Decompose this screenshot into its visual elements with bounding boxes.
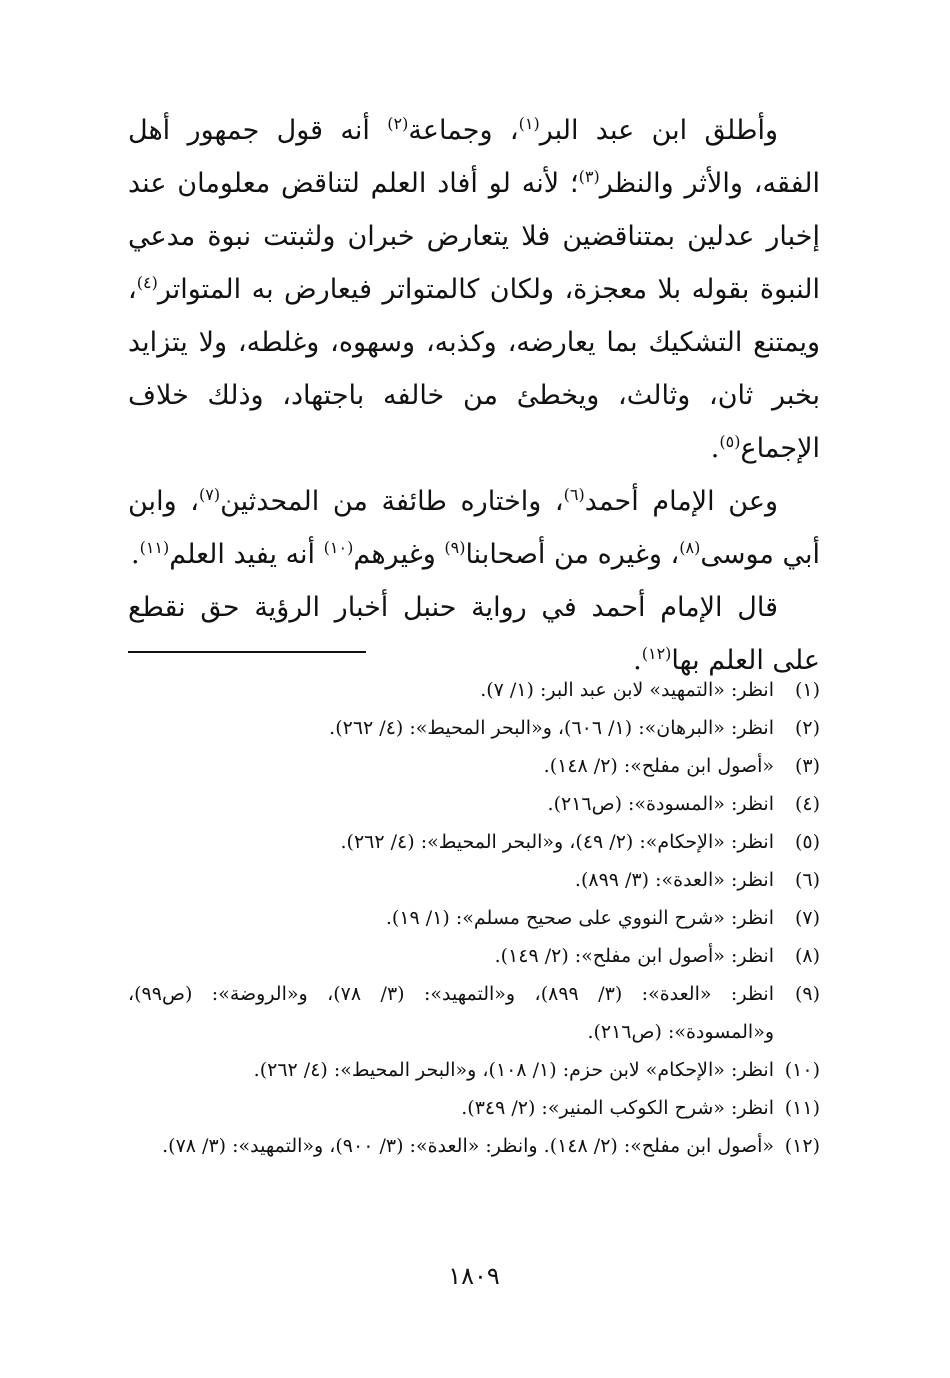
footnote (128, 671, 820, 709)
text-run: أنه قول جمهور أهل الفقه، والأثر والنظر (128, 115, 820, 199)
footnote-text: انظر: «شرح الكوكب المنير»: (٢/ ٣٤٩). (461, 1097, 774, 1119)
footnote-ref: (٣) (578, 167, 600, 186)
footnote-text: انظر: «شرح النووي على صحيح مسلم»: (١/ ١٩). (385, 907, 774, 929)
text-run: ، وابن أبي موسى (128, 486, 820, 570)
footnote-number: (٦) (794, 869, 820, 891)
text-run: ، واختاره طائفة من المحدثين (220, 486, 564, 517)
footnote-ref: (٨) (679, 538, 701, 557)
footnote (128, 747, 820, 785)
footnote (128, 1127, 820, 1165)
footnote-ref: (١) (518, 114, 540, 133)
footnote-text: انظر: «المسودة»: (ص٢١٦). (547, 793, 774, 815)
footnote (128, 823, 820, 861)
footnote-number: (١) (794, 679, 820, 701)
paragraph (128, 475, 820, 581)
footnote-ref: (٩) (444, 538, 466, 557)
footnote-text: انظر: «الإحكام» لابن حزم: (١/ ١٠٨)، و«البحر المحيط»: (٤/ ٢٦٢). (253, 1059, 774, 1081)
footnote-text: انظر: «البرهان»: (١/ ٦٠٦)، و«البحر المحيط»: (٤/ ٢٦٢). (329, 717, 774, 739)
main-text (128, 104, 820, 687)
footnote (128, 975, 820, 1051)
footnote-ref: (١١) (139, 538, 170, 557)
footnote (128, 1089, 820, 1127)
text-run: . (633, 645, 642, 676)
footnote-number: (٥) (794, 831, 820, 853)
footnote-number: (٤) (794, 793, 820, 815)
footnote-ref: (٦) (563, 485, 585, 504)
footnote-number: (٣) (794, 755, 820, 777)
text-run: . (710, 433, 720, 464)
footnote-ref: (١٢) (641, 644, 672, 663)
footnote-number: (١٠) (784, 1059, 820, 1081)
text-run: ؛ لأنه لو أفاد العلم لتناقض معلومان عند إخبار عدلين بمتناقضين فلا يتعارض خبران ولثبتت نبوة مدعي النبوة بقوله بلا معجزة، ولكان كالمتواتر فيعارض به المتواتر (128, 168, 820, 305)
footnote-number: (٨) (794, 945, 820, 967)
text-run: وغيرهم (353, 539, 445, 570)
footnote-ref: (٥) (719, 432, 741, 451)
footnotes-list (128, 671, 820, 1165)
paragraph (128, 104, 820, 475)
footnote-text: انظر: «التمهيد» لابن عبد البر: (١/ ٧). (480, 679, 774, 701)
footnote (128, 709, 820, 747)
footnote-separator (128, 651, 366, 653)
text-run: ، وغيره من أصحابنا (465, 539, 680, 570)
footnote (128, 785, 820, 823)
footnote (128, 861, 820, 899)
footnote-text: «أصول ابن مفلح»: (٢/ ١٤٨). وانظر: «العدة»: (٣/ ٩٠٠)، و«التمهيد»: (٣/ ٧٨). (162, 1135, 774, 1157)
text-run: وأطلق ابن عبد البر (539, 115, 778, 146)
footnote-number: (٧) (794, 907, 820, 929)
footnote (128, 1051, 820, 1089)
footnote-number: (٢) (794, 717, 820, 739)
text-run: قال الإمام أحمد في رواية حنبل أخبار الرؤية حق نقطع على العلم بها (128, 592, 820, 676)
text-run: ، وجماعة (408, 115, 519, 146)
footnote-text: «أصول ابن مفلح»: (٢/ ١٤٨). (543, 755, 774, 777)
footnote (128, 937, 820, 975)
footnote-ref: (٤) (136, 273, 158, 292)
footnote-text: انظر: «الإحكام»: (٢/ ٤٩)، و«البحر المحيط»: (٤/ ٢٦٢). (340, 831, 774, 853)
page-number: ١٨٠٩ (448, 1262, 500, 1290)
text-run: وعن الإمام أحمد (584, 486, 779, 517)
footnote (128, 899, 820, 937)
footnote-ref: (١٠) (323, 538, 354, 557)
footnote-ref: (٢) (387, 114, 409, 133)
text-run: . (130, 539, 140, 570)
text-run: ، ويمتنع التشكيك بما يعارضه، وكذبه، وسهوه، وغلطه، ولا يتزايد بخبر ثان، وثالث، ويخطئ من خالفه باجتهاد، وذلك خلاف الإجماع (128, 274, 820, 464)
footnote-text: انظر: «العدة»: (٣/ ٨٩٩). (574, 869, 774, 891)
footnote-number: (١١) (784, 1097, 820, 1119)
footnote-number: (٩) (794, 983, 820, 1005)
book-page (128, 0, 820, 1378)
footnote-text: انظر: «أصول ابن مفلح»: (٢/ ١٤٩). (494, 945, 774, 967)
footnote-number: (١٢) (784, 1135, 820, 1157)
footnote-ref: (٧) (198, 485, 221, 504)
footnote-text: انظر: «العدة»: (٣/ ٨٩٩)، و«التمهيد»: (٣/ ٧٨)، و«الروضة»: (ص٩٩)، و«المسودة»: (ص٢١٦). (128, 983, 774, 1043)
text-run: أنه يفيد العلم (169, 539, 324, 570)
